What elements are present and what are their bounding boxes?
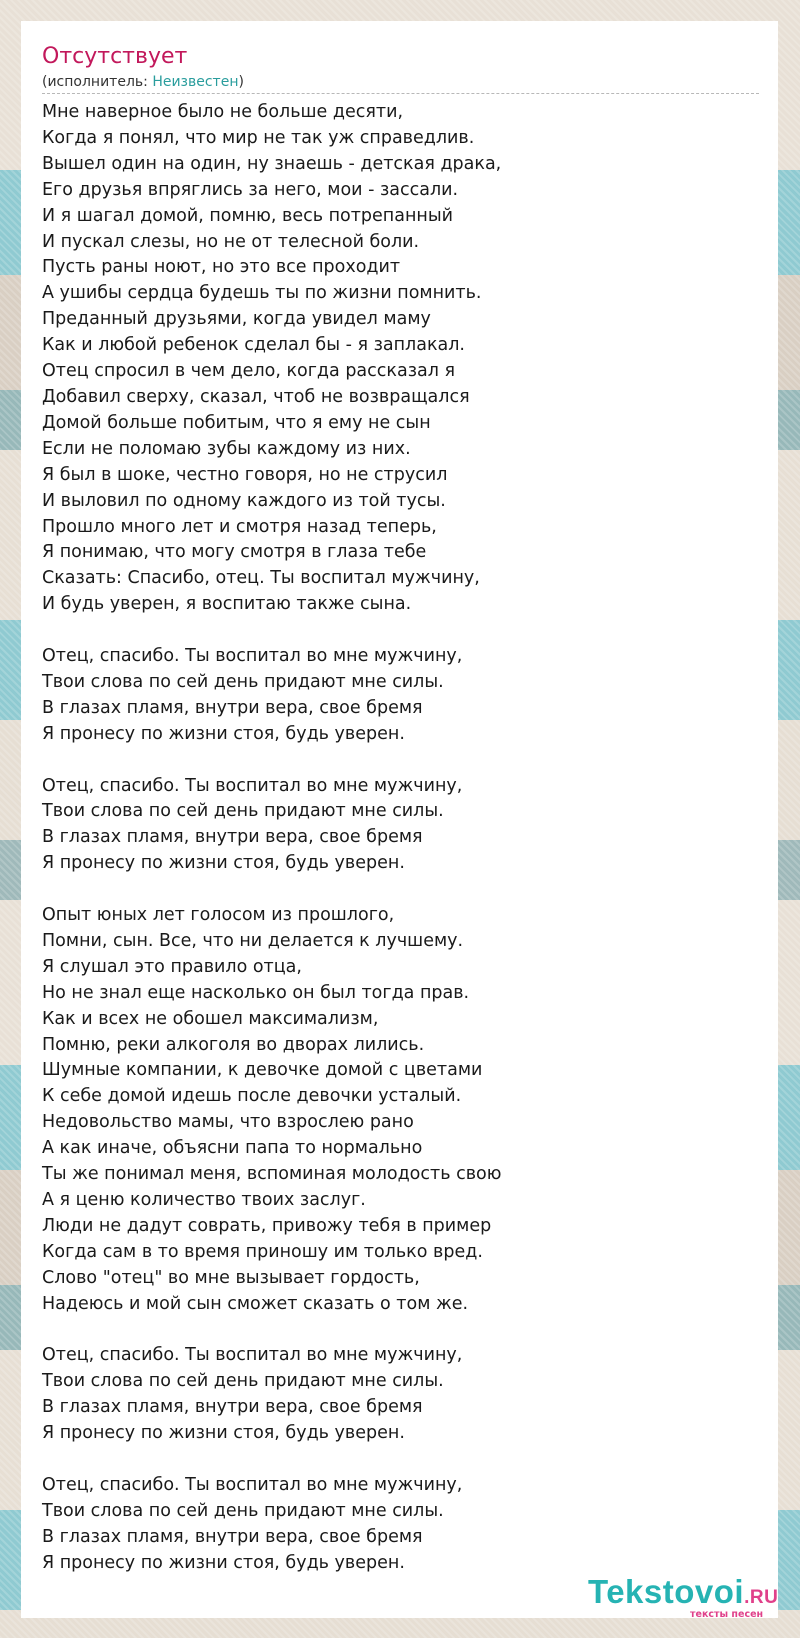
lyrics-stanza (42, 644, 757, 748)
lyric-line: Я пронесу по жизни стоя, будь уверен. (42, 723, 405, 744)
lyric-line: К себе домой идешь после девочки усталый. (42, 1086, 462, 1107)
lyrics-page (21, 21, 778, 1618)
artist-suffix: ) (238, 74, 244, 90)
lyric-line: Сказать: Спасибо, отец. Ты воспитал мужчину, (42, 568, 480, 589)
logo-tagline: тексты песен (690, 1609, 764, 1620)
logo-name: Tekstovoi (588, 1573, 745, 1610)
lyric-line: В глазах пламя, внутри вера, свое бремя (42, 1526, 423, 1547)
lyric-line: Мне наверное было не больше десяти, (42, 102, 404, 122)
lyric-line: Я пронесу по жизни стоя, будь уверен. (42, 853, 405, 874)
lyric-line: Помню, реки алкоголя во дворах лились. (42, 1034, 425, 1055)
lyric-line: А я ценю количество твоих заслуг. (42, 1190, 366, 1211)
lyric-line: Преданный друзьями, когда увидел маму (42, 309, 431, 330)
lyric-line: Я слушал это правило отца, (42, 956, 302, 977)
lyric-line: Как и любой ребенок сделал бы - я заплакал. (42, 335, 465, 356)
lyric-line: В глазах пламя, внутри вера, свое бремя (42, 827, 423, 848)
lyric-line: Надеюсь и мой сын сможет сказать о том же. (42, 1293, 469, 1314)
lyric-line: Отец, спасибо. Ты воспитал во мне мужчину, (42, 1345, 463, 1366)
lyric-line: Пусть раны ноют, но это все проходит (42, 257, 401, 278)
lyric-line: Когда я понял, что мир не так уж справедлив. (42, 127, 475, 148)
lyric-line: Я понимаю, что могу смотря в глаза тебе (42, 542, 427, 563)
lyric-line: И я шагал домой, помню, весь потрепанный (42, 205, 454, 226)
lyric-line: Ты же понимал меня, вспоминая молодость свою (42, 1164, 502, 1185)
logo-tld: .RU (744, 1587, 779, 1608)
lyric-line: И пускал слезы, но не от телесной боли. (42, 231, 420, 252)
lyric-line: Домой больше побитым, что я ему не сын (42, 412, 431, 433)
artist-line (42, 73, 244, 91)
lyric-line: И будь уверен, я воспитаю также сына. (42, 594, 412, 615)
lyric-line: Но не знал еще насколько он был тогда прав. (42, 982, 470, 1003)
lyric-line: А как иначе, объясни папа то нормально (42, 1138, 423, 1159)
lyric-line: Помни, сын. Все, что ни делается к лучшему. (42, 930, 464, 951)
lyrics-stanza (42, 1343, 757, 1447)
lyric-line: Опыт юных лет голосом из прошлого, (42, 905, 395, 926)
artist-link[interactable]: Неизвестен (152, 74, 239, 90)
lyrics-stanza (42, 1473, 757, 1577)
lyric-line: Я пронесу по жизни стоя, будь уверен. (42, 1552, 405, 1573)
lyric-line: Если не поломаю зубы каждому из них. (42, 438, 411, 459)
lyric-line: Я пронесу по жизни стоя, будь уверен. (42, 1423, 405, 1444)
lyric-line: Как и всех не обошел максимализм, (42, 1008, 379, 1029)
lyric-line: Вышел один на один, ну знаешь - детская драка, (42, 153, 502, 174)
lyric-line: Недовольство мамы, что взрослею рано (42, 1112, 414, 1133)
lyric-line: Отец спросил в чем дело, когда рассказал я (42, 361, 455, 382)
title-divider (42, 93, 759, 94)
lyric-line: Люди не дадут соврать, привожу тебя в пример (42, 1215, 492, 1236)
lyrics-stanza (42, 100, 757, 618)
lyrics-body (42, 100, 757, 1602)
lyric-line: Отец, спасибо. Ты воспитал во мне мужчину, (42, 775, 463, 796)
lyric-line: Когда сам в то время приношу им только вред. (42, 1241, 483, 1262)
lyric-line: Отец, спасибо. Ты воспитал во мне мужчину, (42, 1474, 463, 1495)
lyric-line: А ушибы сердца будешь ты по жизни помнить. (42, 283, 482, 304)
lyric-line: Шумные компании, к девочке домой с цветами (42, 1060, 483, 1081)
lyric-line: Добавил сверху, сказал, чтоб не возвращался (42, 386, 470, 407)
song-title: Отсутствует (42, 44, 188, 69)
lyric-line: Твои слова по сей день придают мне силы. (42, 671, 444, 692)
site-logo[interactable] (588, 1574, 788, 1624)
lyric-line: Отец, спасибо. Ты воспитал во мне мужчину, (42, 646, 463, 667)
lyric-line: И выловил по одному каждого из той тусы. (42, 490, 446, 511)
lyric-line: Твои слова по сей день придают мне силы. (42, 801, 444, 822)
lyric-line: Я был в шоке, честно говоря, но не струсил (42, 464, 448, 485)
lyric-line: Твои слова по сей день придают мне силы. (42, 1500, 444, 1521)
lyric-line: Слово "отец" во мне вызывает гордость, (42, 1267, 420, 1288)
lyric-line: В глазах пламя, внутри вера, свое бремя (42, 1397, 423, 1418)
lyric-line: Его друзья впряглись за него, мои - зассали. (42, 179, 459, 200)
lyrics-stanza (42, 903, 757, 1318)
lyric-line: Твои слова по сей день придают мне силы. (42, 1371, 444, 1392)
lyric-line: Прошло много лет и смотря назад теперь, (42, 516, 437, 537)
lyric-line: В глазах пламя, внутри вера, свое бремя (42, 697, 423, 718)
lyrics-stanza (42, 774, 757, 878)
artist-prefix: (исполнитель: (42, 74, 153, 90)
